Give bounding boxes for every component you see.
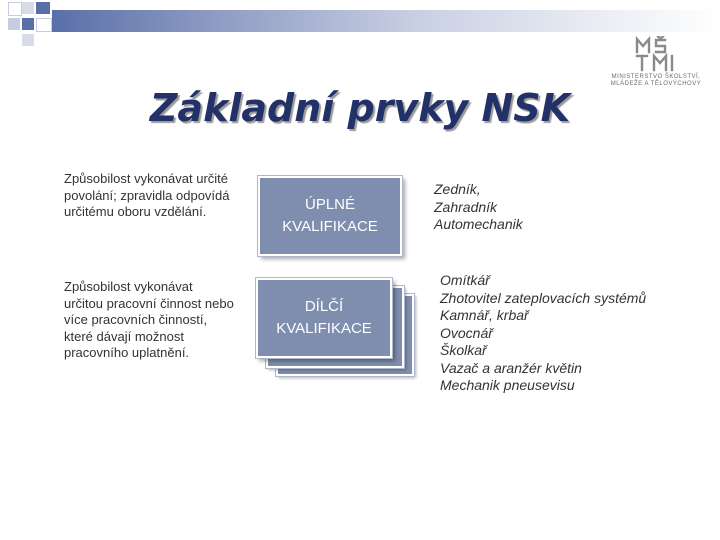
list-item: Zahradník: [434, 198, 498, 215]
uplne-kvalifikace-card: [258, 176, 402, 256]
uplne-examples-list: [434, 181, 523, 234]
logo-text-line: MINISTERSTVO ŠKOLSTVÍ,: [611, 74, 701, 80]
decor-square: [36, 18, 52, 32]
list-item: Ovocnář: [440, 324, 493, 341]
dilci-examples-list: [440, 272, 646, 395]
header-gradient-bar: [52, 10, 720, 32]
decor-square: [22, 18, 34, 30]
list-item: Vazač a aranžér květin: [440, 359, 582, 376]
msmt-logo-icon: [634, 36, 678, 72]
dilci-kvalifikace-card: [256, 278, 392, 358]
card-label: ÚPLNÉ: [304, 196, 356, 213]
card-label: DÍLČÍ: [304, 298, 344, 315]
uplne-description: Způsobilost vykonávat určité povolání; zpravidla odpovídá určitému oboru vzdělání.: [64, 171, 230, 219]
page-title: Základní prvky NSK: [149, 86, 571, 130]
list-item: Automechanik: [434, 216, 523, 232]
decor-square: [22, 2, 34, 14]
list-item: Omítkář: [440, 272, 490, 288]
decor-square: [8, 2, 22, 16]
list-item: Mechanik pneusevisu: [440, 377, 575, 393]
decor-square: [36, 2, 50, 14]
decor-square: [8, 18, 20, 30]
dilci-description: Způsobilost vykonávat určitou pracovní činnost nebo více pracovních činností, které dávají možnost pracovního uplatnění.: [64, 279, 234, 360]
card-label: KVALIFIKACE: [276, 320, 372, 337]
logo-text-line: MLÁDEŽE A TĚLOVÝCHOVY: [610, 81, 702, 87]
list-item: Zedník,: [434, 181, 481, 197]
decor-square: [22, 34, 34, 46]
ministry-logo: [608, 36, 704, 92]
list-item: Zhotovitel zateplovacích systémů: [440, 289, 647, 306]
list-item: Kamnář, krbař: [440, 307, 529, 323]
list-item: Školkař: [440, 342, 487, 358]
card-label: KVALIFIKACE: [282, 218, 378, 235]
